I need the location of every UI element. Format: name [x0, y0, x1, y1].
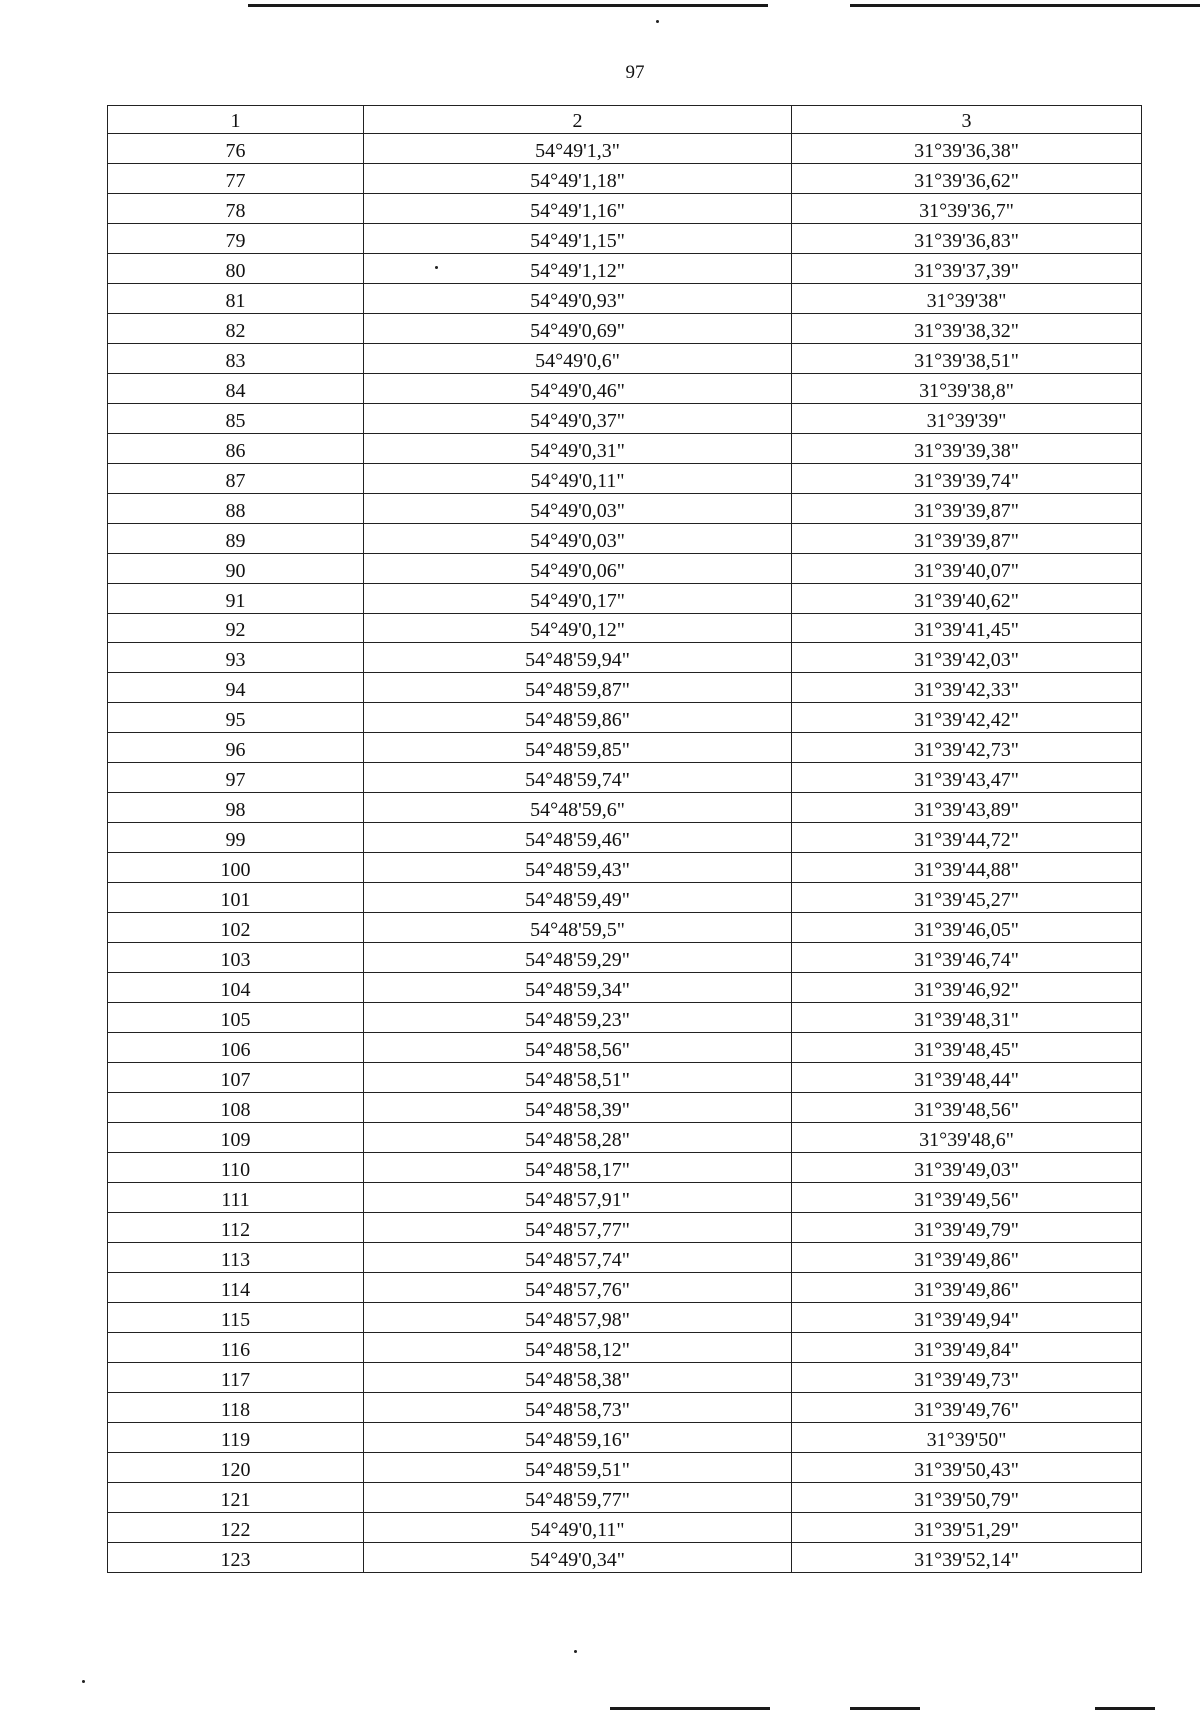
latitude-cell: 54°48'57,74"	[364, 1242, 792, 1272]
table-row	[108, 853, 1142, 883]
point-number-cell: 85	[108, 403, 364, 433]
latitude-cell: 54°48'59,85"	[364, 733, 792, 763]
longitude-cell: 31°39'49,84"	[792, 1332, 1142, 1362]
point-number-cell: 118	[108, 1392, 364, 1422]
table-row	[108, 1122, 1142, 1152]
longitude-cell: 31°39'36,62"	[792, 163, 1142, 193]
latitude-cell: 54°48'59,6"	[364, 793, 792, 823]
latitude-cell: 54°48'59,49"	[364, 883, 792, 913]
table-row	[108, 134, 1142, 164]
point-number-cell: 122	[108, 1512, 364, 1542]
longitude-cell: 31°39'49,94"	[792, 1302, 1142, 1332]
table-row	[108, 643, 1142, 673]
point-number-cell: 110	[108, 1152, 364, 1182]
table-row	[108, 913, 1142, 943]
column-header-2: 2	[364, 106, 792, 134]
longitude-cell: 31°39'36,83"	[792, 223, 1142, 253]
table-row	[108, 613, 1142, 643]
longitude-cell: 31°39'52,14"	[792, 1542, 1142, 1572]
table-row	[108, 1063, 1142, 1093]
point-number-cell: 83	[108, 343, 364, 373]
longitude-cell: 31°39'49,73"	[792, 1362, 1142, 1392]
point-number-cell: 100	[108, 853, 364, 883]
table-header-row	[108, 106, 1142, 134]
point-number-cell: 109	[108, 1122, 364, 1152]
latitude-cell: 54°48'59,46"	[364, 823, 792, 853]
column-header-1: 1	[108, 106, 364, 134]
point-number-cell: 116	[108, 1332, 364, 1362]
table-row	[108, 1152, 1142, 1182]
table-row	[108, 493, 1142, 523]
longitude-cell: 31°39'49,03"	[792, 1152, 1142, 1182]
latitude-cell: 54°49'0,03"	[364, 493, 792, 523]
point-number-cell: 77	[108, 163, 364, 193]
longitude-cell: 31°39'41,45"	[792, 613, 1142, 643]
table-row	[108, 1332, 1142, 1362]
table-row	[108, 313, 1142, 343]
longitude-cell: 31°39'50,79"	[792, 1482, 1142, 1512]
longitude-cell: 31°39'48,31"	[792, 1003, 1142, 1033]
point-number-cell: 101	[108, 883, 364, 913]
point-number-cell: 115	[108, 1302, 364, 1332]
point-number-cell: 94	[108, 673, 364, 703]
longitude-cell: 31°39'51,29"	[792, 1512, 1142, 1542]
latitude-cell: 54°48'59,34"	[364, 973, 792, 1003]
longitude-cell: 31°39'49,56"	[792, 1182, 1142, 1212]
point-number-cell: 97	[108, 763, 364, 793]
latitude-cell: 54°49'0,34"	[364, 1542, 792, 1572]
longitude-cell: 31°39'38,32"	[792, 313, 1142, 343]
point-number-cell: 121	[108, 1482, 364, 1512]
latitude-cell: 54°48'59,86"	[364, 703, 792, 733]
longitude-cell: 31°39'40,07"	[792, 553, 1142, 583]
point-number-cell: 103	[108, 943, 364, 973]
longitude-cell: 31°39'46,05"	[792, 913, 1142, 943]
scan-artifact-line	[248, 4, 768, 7]
longitude-cell: 31°39'39,87"	[792, 523, 1142, 553]
point-number-cell: 76	[108, 134, 364, 164]
latitude-cell: 54°48'59,94"	[364, 643, 792, 673]
scan-speck	[574, 1650, 577, 1653]
table-row	[108, 1033, 1142, 1063]
table-row	[108, 163, 1142, 193]
table-row	[108, 193, 1142, 223]
latitude-cell: 54°48'58,56"	[364, 1033, 792, 1063]
table-row	[108, 223, 1142, 253]
point-number-cell: 81	[108, 283, 364, 313]
longitude-cell: 31°39'46,74"	[792, 943, 1142, 973]
longitude-cell: 31°39'39"	[792, 403, 1142, 433]
latitude-cell: 54°48'58,51"	[364, 1063, 792, 1093]
longitude-cell: 31°39'45,27"	[792, 883, 1142, 913]
point-number-cell: 95	[108, 703, 364, 733]
latitude-cell: 54°49'0,93"	[364, 283, 792, 313]
longitude-cell: 31°39'49,86"	[792, 1242, 1142, 1272]
point-number-cell: 92	[108, 613, 364, 643]
table-row	[108, 1003, 1142, 1033]
latitude-cell: 54°49'0,69"	[364, 313, 792, 343]
latitude-cell: 54°48'58,17"	[364, 1152, 792, 1182]
table-row	[108, 1542, 1142, 1572]
table-row	[108, 373, 1142, 403]
latitude-cell: 54°48'59,77"	[364, 1482, 792, 1512]
table-row	[108, 1212, 1142, 1242]
point-number-cell: 99	[108, 823, 364, 853]
scan-artifact-line	[850, 4, 1200, 7]
point-number-cell: 107	[108, 1063, 364, 1093]
table-row	[108, 1272, 1142, 1302]
table-row	[108, 943, 1142, 973]
longitude-cell: 31°39'42,73"	[792, 733, 1142, 763]
latitude-cell: 54°48'59,5"	[364, 913, 792, 943]
table-row	[108, 1093, 1142, 1123]
table-row	[108, 433, 1142, 463]
point-number-cell: 119	[108, 1422, 364, 1452]
latitude-cell: 54°48'58,12"	[364, 1332, 792, 1362]
table-row	[108, 763, 1142, 793]
table-row	[108, 1362, 1142, 1392]
latitude-cell: 54°49'0,03"	[364, 523, 792, 553]
longitude-cell: 31°39'38"	[792, 283, 1142, 313]
longitude-cell: 31°39'43,47"	[792, 763, 1142, 793]
table-row	[108, 823, 1142, 853]
table-row	[108, 1422, 1142, 1452]
table-row	[108, 793, 1142, 823]
column-header-3: 3	[792, 106, 1142, 134]
latitude-cell: 54°49'1,16"	[364, 193, 792, 223]
latitude-cell: 54°49'0,12"	[364, 613, 792, 643]
table-row	[108, 1482, 1142, 1512]
longitude-cell: 31°39'42,33"	[792, 673, 1142, 703]
latitude-cell: 54°49'0,11"	[364, 1512, 792, 1542]
scan-artifact-line	[610, 1707, 770, 1710]
longitude-cell: 31°39'39,38"	[792, 433, 1142, 463]
longitude-cell: 31°39'42,42"	[792, 703, 1142, 733]
latitude-cell: 54°48'58,73"	[364, 1392, 792, 1422]
table-row	[108, 1242, 1142, 1272]
point-number-cell: 102	[108, 913, 364, 943]
table-row	[108, 343, 1142, 373]
point-number-cell: 89	[108, 523, 364, 553]
longitude-cell: 31°39'49,86"	[792, 1272, 1142, 1302]
point-number-cell: 108	[108, 1093, 364, 1123]
latitude-cell: 54°48'58,38"	[364, 1362, 792, 1392]
longitude-cell: 31°39'48,6"	[792, 1122, 1142, 1152]
longitude-cell: 31°39'40,62"	[792, 583, 1142, 613]
latitude-cell: 54°48'58,28"	[364, 1122, 792, 1152]
point-number-cell: 114	[108, 1272, 364, 1302]
table-row	[108, 1452, 1142, 1482]
point-number-cell: 105	[108, 1003, 364, 1033]
table-row	[108, 463, 1142, 493]
longitude-cell: 31°39'44,88"	[792, 853, 1142, 883]
table-row	[108, 1512, 1142, 1542]
point-number-cell: 93	[108, 643, 364, 673]
latitude-cell: 54°49'1,12"	[364, 253, 792, 283]
table-row	[108, 403, 1142, 433]
table-row	[108, 883, 1142, 913]
latitude-cell: 54°48'59,43"	[364, 853, 792, 883]
longitude-cell: 31°39'39,87"	[792, 493, 1142, 523]
point-number-cell: 82	[108, 313, 364, 343]
table-row	[108, 1302, 1142, 1332]
latitude-cell: 54°48'59,23"	[364, 1003, 792, 1033]
longitude-cell: 31°39'44,72"	[792, 823, 1142, 853]
latitude-cell: 54°49'0,31"	[364, 433, 792, 463]
point-number-cell: 104	[108, 973, 364, 1003]
longitude-cell: 31°39'49,79"	[792, 1212, 1142, 1242]
longitude-cell: 31°39'50"	[792, 1422, 1142, 1452]
table-row	[108, 253, 1142, 283]
latitude-cell: 54°49'0,11"	[364, 463, 792, 493]
page-number: 97	[625, 62, 645, 83]
point-number-cell: 91	[108, 583, 364, 613]
table-row	[108, 283, 1142, 313]
table-row	[108, 703, 1142, 733]
table-row	[108, 583, 1142, 613]
latitude-cell: 54°48'58,39"	[364, 1093, 792, 1123]
table-body	[108, 134, 1142, 1573]
coordinates-table	[107, 105, 1142, 1573]
point-number-cell: 88	[108, 493, 364, 523]
point-number-cell: 87	[108, 463, 364, 493]
latitude-cell: 54°48'59,51"	[364, 1452, 792, 1482]
longitude-cell: 31°39'48,56"	[792, 1093, 1142, 1123]
point-number-cell: 113	[108, 1242, 364, 1272]
scan-speck	[656, 20, 659, 23]
latitude-cell: 54°48'57,77"	[364, 1212, 792, 1242]
latitude-cell: 54°48'57,91"	[364, 1182, 792, 1212]
latitude-cell: 54°49'0,46"	[364, 373, 792, 403]
point-number-cell: 79	[108, 223, 364, 253]
scan-speck	[82, 1680, 85, 1683]
latitude-cell: 54°49'0,06"	[364, 553, 792, 583]
table-row	[108, 733, 1142, 763]
latitude-cell: 54°48'59,87"	[364, 673, 792, 703]
table-row	[108, 1392, 1142, 1422]
point-number-cell: 123	[108, 1542, 364, 1572]
latitude-cell: 54°49'1,15"	[364, 223, 792, 253]
table-row	[108, 973, 1142, 1003]
latitude-cell: 54°48'59,29"	[364, 943, 792, 973]
longitude-cell: 31°39'43,89"	[792, 793, 1142, 823]
longitude-cell: 31°39'49,76"	[792, 1392, 1142, 1422]
point-number-cell: 78	[108, 193, 364, 223]
table-row	[108, 523, 1142, 553]
point-number-cell: 90	[108, 553, 364, 583]
longitude-cell: 31°39'48,44"	[792, 1063, 1142, 1093]
latitude-cell: 54°49'0,6"	[364, 343, 792, 373]
longitude-cell: 31°39'46,92"	[792, 973, 1142, 1003]
point-number-cell: 86	[108, 433, 364, 463]
latitude-cell: 54°48'59,74"	[364, 763, 792, 793]
latitude-cell: 54°49'1,3"	[364, 134, 792, 164]
point-number-cell: 120	[108, 1452, 364, 1482]
longitude-cell: 31°39'50,43"	[792, 1452, 1142, 1482]
scan-artifact-line	[1095, 1707, 1155, 1710]
latitude-cell: 54°49'0,37"	[364, 403, 792, 433]
longitude-cell: 31°39'48,45"	[792, 1033, 1142, 1063]
table-row	[108, 1182, 1142, 1212]
scan-artifact-line	[850, 1707, 920, 1710]
point-number-cell: 111	[108, 1182, 364, 1212]
point-number-cell: 106	[108, 1033, 364, 1063]
longitude-cell: 31°39'38,51"	[792, 343, 1142, 373]
point-number-cell: 80	[108, 253, 364, 283]
longitude-cell: 31°39'36,38"	[792, 134, 1142, 164]
longitude-cell: 31°39'42,03"	[792, 643, 1142, 673]
longitude-cell: 31°39'38,8"	[792, 373, 1142, 403]
table-row	[108, 553, 1142, 583]
point-number-cell: 117	[108, 1362, 364, 1392]
latitude-cell: 54°49'1,18"	[364, 163, 792, 193]
table-row	[108, 673, 1142, 703]
point-number-cell: 96	[108, 733, 364, 763]
latitude-cell: 54°49'0,17"	[364, 583, 792, 613]
point-number-cell: 84	[108, 373, 364, 403]
longitude-cell: 31°39'36,7"	[792, 193, 1142, 223]
latitude-cell: 54°48'57,76"	[364, 1272, 792, 1302]
longitude-cell: 31°39'37,39"	[792, 253, 1142, 283]
point-number-cell: 98	[108, 793, 364, 823]
latitude-cell: 54°48'57,98"	[364, 1302, 792, 1332]
longitude-cell: 31°39'39,74"	[792, 463, 1142, 493]
point-number-cell: 112	[108, 1212, 364, 1242]
latitude-cell: 54°48'59,16"	[364, 1422, 792, 1452]
